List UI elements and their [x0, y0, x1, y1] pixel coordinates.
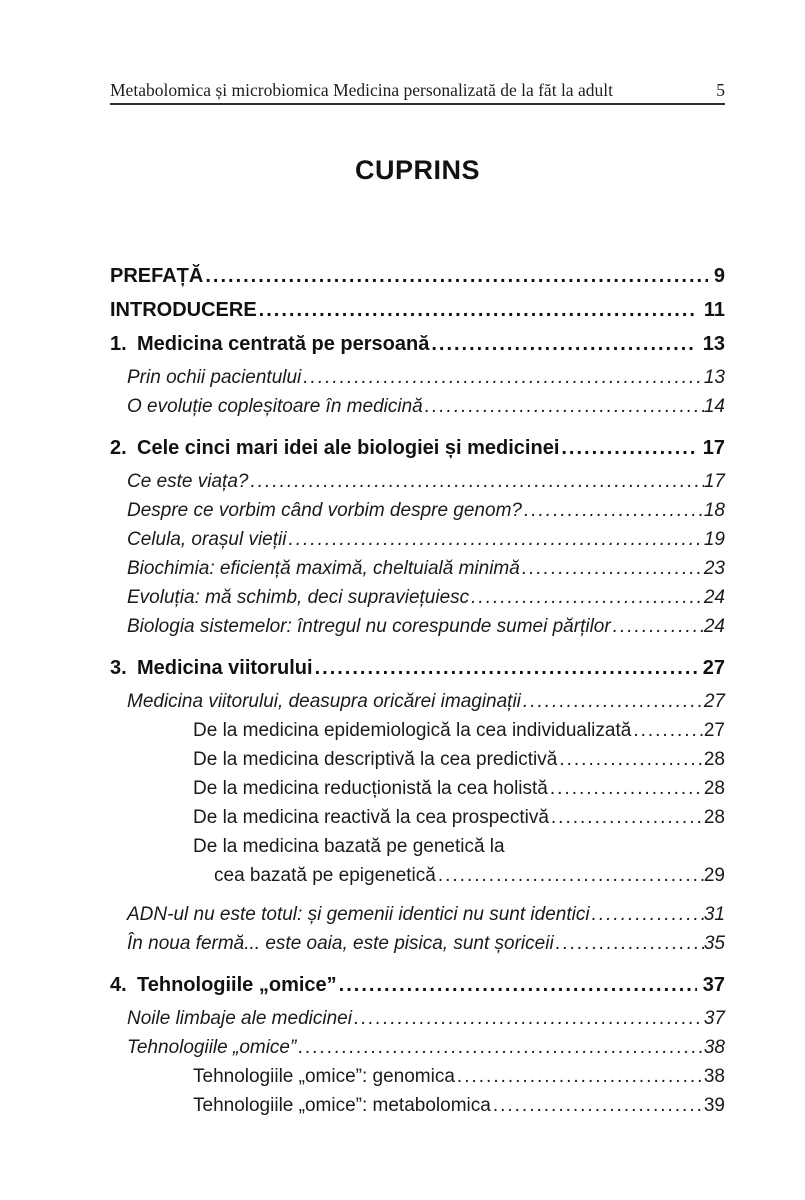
entry-label: Medicina centrată pe persoană: [137, 333, 430, 355]
entry-page-number: 27: [703, 691, 725, 712]
dot-leader: [493, 1091, 704, 1120]
entry-page-number: 13: [703, 367, 725, 388]
entry-page-number: 14: [703, 396, 725, 417]
toc-entry: [110, 970, 725, 1000]
entry-label: Medicina viitorului, deasupra oricărei imaginații: [127, 691, 521, 712]
toc-entry: [110, 392, 725, 421]
dot-leader: [303, 363, 704, 392]
entry-page-number: 29: [703, 865, 725, 886]
dot-leader: [298, 1033, 704, 1062]
toc-entry: [110, 329, 725, 359]
entry-label: Tehnologiile „omice”: genomica: [193, 1066, 455, 1087]
toc-entry: [110, 716, 725, 745]
entry-label: Biologia sistemelor: întregul nu corespunde sumei părților: [127, 616, 611, 637]
chapter-number: 2.: [110, 437, 127, 459]
entry-label: Ce este viața?: [127, 471, 249, 492]
entry-page-number: 9: [713, 265, 725, 287]
entry-page-number: 38: [703, 1066, 725, 1087]
toc-entry: [110, 554, 725, 583]
entry-label: ADN-ul nu este totul: și gemenii identici nu sunt identici: [127, 904, 590, 925]
toc-title: CUPRINS: [354, 155, 480, 185]
toc-entry: [110, 687, 725, 716]
dot-leader: [471, 583, 704, 612]
entry-label: cea bazată pe epigenetică: [214, 865, 436, 886]
entry-page-number: 27: [702, 657, 725, 679]
toc-entry: [110, 583, 725, 612]
entry-label: Despre ce vorbim când vorbim despre genom?: [127, 500, 522, 521]
dot-leader: [633, 716, 704, 745]
header-page-number: 5: [716, 80, 725, 100]
entry-page-number: 37: [702, 974, 725, 996]
entry-page-number: 27: [703, 720, 725, 741]
entry-label: De la medicina bazată pe genetică la: [193, 836, 505, 857]
toc-entry: [110, 363, 725, 392]
chapter-number: 1.: [110, 333, 127, 355]
dot-leader: [524, 496, 704, 525]
entry-label: Cele cinci mari idei ale biologiei și medicinei: [137, 437, 560, 459]
entry-page-number: 35: [703, 933, 725, 954]
toc-entry: [110, 803, 725, 832]
dot-leader: [523, 687, 704, 716]
dot-leader: [425, 392, 704, 421]
toc-entry: [110, 1004, 725, 1033]
entry-page-number: 23: [703, 558, 725, 579]
dot-leader: [431, 329, 696, 359]
dot-leader: [613, 612, 704, 641]
dot-leader: [339, 970, 697, 1000]
toc-entry: [110, 653, 725, 683]
entry-page-number: 13: [702, 333, 725, 355]
dot-leader: [551, 803, 704, 832]
dot-leader: [550, 774, 704, 803]
entry-page-number: 39: [703, 1095, 725, 1116]
dot-leader: [522, 554, 704, 583]
toc-entry: [110, 295, 725, 325]
header-title: Metabolomica și microbiomica Medicina personalizată de la făt la adult: [110, 80, 613, 100]
toc-entry: [110, 1091, 725, 1120]
dot-leader: [556, 929, 704, 958]
chapter-number: 3.: [110, 657, 127, 679]
entry-label: Evoluția: mă schimb, deci supraviețuiesc: [127, 587, 470, 608]
page-header: [110, 80, 725, 105]
entry-page-number: 38: [703, 1037, 725, 1058]
toc-entry: [110, 1033, 725, 1062]
dot-leader: [315, 653, 697, 683]
toc-entry: [110, 861, 725, 890]
entry-page-number: 24: [703, 616, 725, 637]
entry-page-number: 11: [703, 299, 725, 321]
entry-label: Tehnologiile „omice”: [127, 1037, 297, 1058]
toc-entry: [110, 496, 725, 525]
entry-label: Prin ochii pacientului: [127, 367, 302, 388]
entry-label: În noua fermă... este oaia, este pisica, sunt șoriceii: [127, 933, 554, 954]
entry-page-number: 24: [703, 587, 725, 608]
dot-leader: [250, 467, 703, 496]
dot-leader: [259, 295, 698, 325]
dot-leader: [592, 900, 704, 929]
dot-leader: [457, 1062, 704, 1091]
toc-entry: [110, 525, 725, 554]
toc-entry: [110, 774, 725, 803]
entry-label: O evoluție copleșitoare în medicină: [127, 396, 423, 417]
entry-label: Celula, orașul vieții: [127, 529, 287, 550]
toc-entry: [110, 467, 725, 496]
entry-label: Tehnologiile „omice”: [137, 974, 337, 996]
dot-leader: [438, 861, 704, 890]
entry-page-number: 28: [703, 749, 725, 770]
dot-leader: [354, 1004, 704, 1033]
entry-page-number: 18: [703, 500, 725, 521]
dot-leader: [205, 261, 708, 291]
toc-entry: [110, 745, 725, 774]
chapter-number: 4.: [110, 974, 127, 996]
dot-leader: [559, 745, 704, 774]
entry-label: De la medicina reducționistă la cea holistă: [193, 778, 548, 799]
entry-label: De la medicina epidemiologică la cea individualizată: [193, 720, 632, 741]
dot-leader: [561, 433, 696, 463]
entry-page-number: 19: [703, 529, 725, 550]
entry-label: INTRODUCERE: [110, 299, 257, 321]
entry-label: PREFAȚĂ: [110, 265, 204, 287]
entry-page-number: 28: [703, 807, 725, 828]
entry-label: Noile limbaje ale medicinei: [127, 1008, 352, 1029]
dot-leader: [288, 525, 703, 554]
entry-label: Biochimia: eficiență maximă, cheltuială minimă: [127, 558, 520, 579]
toc-entry: [110, 929, 725, 958]
toc-entry: [110, 900, 725, 929]
toc-entry: [110, 1062, 725, 1091]
entry-page-number: 31: [703, 904, 725, 925]
toc-entry: [110, 261, 725, 291]
entry-label: De la medicina descriptivă la cea predictivă: [193, 749, 558, 770]
entry-page-number: 17: [702, 437, 725, 459]
table-of-contents: [110, 261, 725, 1120]
toc-entry: [110, 612, 725, 641]
entry-page-number: 37: [703, 1008, 725, 1029]
entry-label: Tehnologiile „omice”: metabolomica: [193, 1095, 491, 1116]
entry-page-number: 17: [703, 471, 725, 492]
toc-entry: [110, 433, 725, 463]
entry-label: Medicina viitorului: [137, 657, 313, 679]
entry-page-number: 28: [703, 778, 725, 799]
toc-entry: [110, 832, 725, 861]
entry-label: De la medicina reactivă la cea prospectivă: [193, 807, 549, 828]
